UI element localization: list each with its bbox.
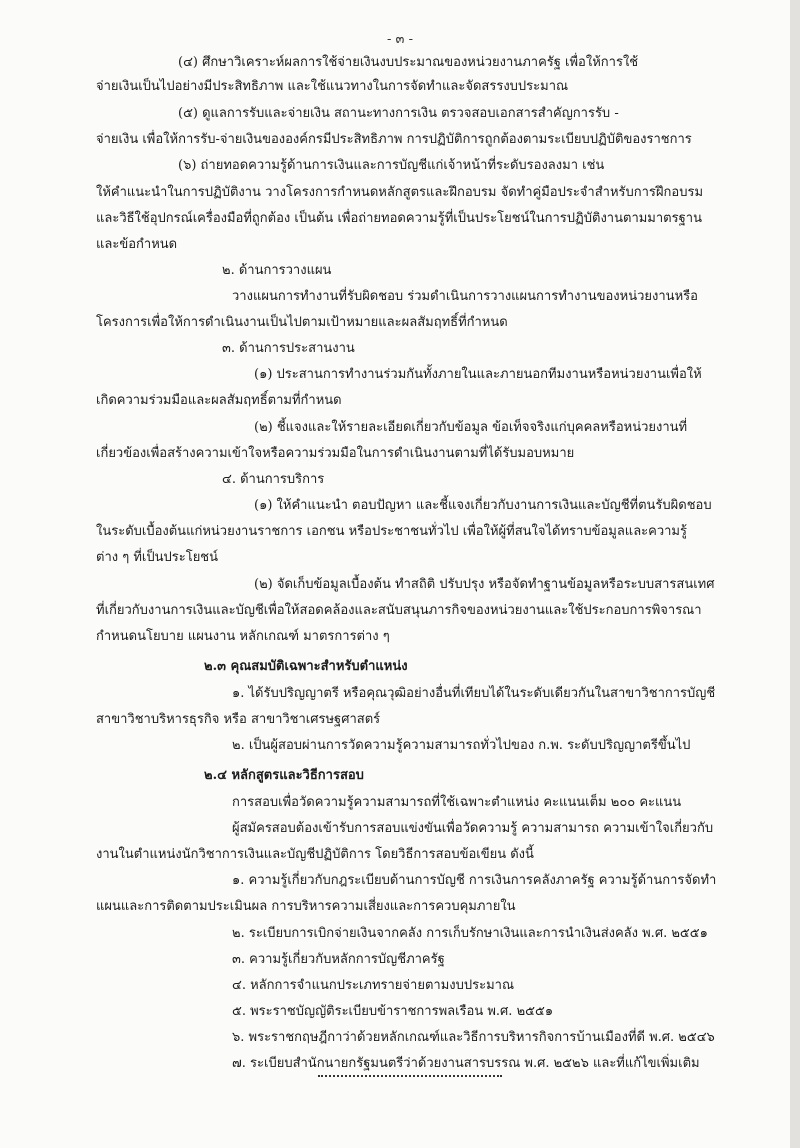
text-line: (๖) ถ่ายทอดความรู้ด้านการเงินและการบัญชีแก่เจ้าหน้าที่ระดับรองลงมา เช่น — [178, 158, 605, 173]
text-line: ให้คำแนะนำในการปฏิบัติงาน วางโครงการกำหนดหลักสูตรและฝึกอบรม จัดทำคู่มือประจำสำหรับการฝึกอบรม — [96, 185, 704, 200]
text-line: ที่เกี่ยวกับงานการเงินและบัญชีเพื่อให้สอดคล้องและสนับสนุนภารกิจของหน่วยงานและใช้ประกอบการพิจารณา — [96, 603, 702, 618]
dotted-end-line — [318, 1075, 502, 1077]
text-line: (๕) ดูแลการรับและจ่ายเงิน สถานะทางการเงิน ตรวจสอบเอกสารสำคัญการรับ - — [178, 106, 619, 121]
text-line: ในระดับเบื้องต้นแก่หน่วยงานราชการ เอกชน หรือประชาชนทั่วไป เพื่อให้ผู้ที่สนใจได้ทราบข้อมูลและความรู้ — [96, 524, 687, 539]
text-line: (๒) ชี้แจงและให้รายละเอียดเกี่ยวกับข้อมูล ข้อเท็จจริงแก่บุคคลหรือหน่วยงานที่ — [254, 420, 688, 435]
text-line: ๑. ได้รับปริญญาตรี หรือคุณวุฒิอย่างอื่นที่เทียบได้ในระดับเดียวกันในสาขาวิชาการบัญชี — [232, 686, 716, 701]
text-line: ๒. ระเบียบการเบิกจ่ายเงินจากคลัง การเก็บรักษาเงินและการนำเงินส่งคลัง พ.ศ. ๒๕๕๑ — [232, 926, 708, 941]
text-line: (๑) ให้คำแนะนำ ตอบปัญหา และชี้แจงเกี่ยวกับงานการเงินและบัญชีที่ตนรับผิดชอบ — [254, 498, 712, 513]
text-line: จ่ายเงินเป็นไปอย่างมีประสิทธิภาพ และใช้แนวทางในการจัดทำและจัดสรรงบประมาณ — [96, 79, 569, 94]
text-line: เกิดความร่วมมือและผลสัมฤทธิ์ตามที่กำหนด — [96, 393, 342, 408]
text-line: ๕. พระราชบัญญัติระเบียบข้าราชการพลเรือน พ.ศ. ๒๕๕๑ — [232, 1004, 554, 1019]
text-line: ๑. ความรู้เกี่ยวกับกฎระเบียบด้านการบัญชี การเงินการคลังภาครัฐ ความรู้ด้านการจัดทำ — [232, 873, 717, 888]
text-line: ๔. หลักการจำแนกประเภทรายจ่ายตามงบประมาณ — [232, 978, 515, 993]
text-line: งานในตำแหน่งนักวิชาการเงินและบัญชีปฏิบัติการ โดยวิธีการสอบข้อเขียน ดังนี้ — [96, 847, 534, 862]
section-heading: ๒.๔ หลักสูตรและวิธีการสอบ — [204, 768, 364, 783]
text-line: สาขาวิชาบริหารธุรกิจ หรือ สาขาวิชาเศรษฐศาสตร์ — [96, 712, 381, 727]
text-line: ๒. เป็นผู้สอบผ่านการวัดความรู้ความสามารถทั่วไปของ ก.พ. ระดับปริญญาตรีขึ้นไป — [232, 738, 691, 753]
text-line: ผู้สมัครสอบต้องเข้ารับการสอบแข่งขันเพื่อวัดความรู้ ความสามารถ ความเข้าใจเกี่ยวกับ — [232, 821, 714, 836]
section-heading: ๓. ด้านการประสานงาน — [222, 341, 355, 356]
text-line: กำหนดนโยบาย แผนงาน หลักเกณฑ์ มาตรการต่าง ๆ — [96, 629, 390, 644]
section-heading: ๒. ด้านการวางแผน — [222, 263, 332, 278]
text-line: ต่าง ๆ ที่เป็นประโยชน์ — [96, 550, 219, 565]
text-line: (๑) ประสานการทำงานร่วมกันทั้งภายในและภายนอกทีมงานหรือหน่วยงานเพื่อให้ — [254, 367, 702, 382]
section-heading: ๔. ด้านการบริการ — [222, 472, 325, 487]
text-line: ๓. ความรู้เกี่ยวกับหลักการบัญชีภาครัฐ — [232, 952, 445, 967]
text-line: ๖. พระราชกฤษฎีกาว่าด้วยหลักเกณฑ์และวิธีการบริหารกิจการบ้านเมืองที่ดี พ.ศ. ๒๕๔๖ — [232, 1030, 715, 1045]
text-line: โครงการเพื่อให้การดำเนินงานเป็นไปตามเป้าหมายและผลสัมฤทธิ์ที่กำหนด — [96, 315, 508, 330]
text-line: ๗. ระเบียบสำนักนายกรัฐมนตรีว่าด้วยงานสารบรรณ พ.ศ. ๒๕๒๖ และที่แก้ไขเพิ่มเติม — [232, 1056, 700, 1071]
text-line: การสอบเพื่อวัดความรู้ความสามารถที่ใช้เฉพาะตำแหน่ง คะแนนเต็ม ๒๐๐ คะแนน — [232, 795, 682, 810]
text-line: จ่ายเงิน เพื่อให้การรับ-จ่ายเงินขององค์กรมีประสิทธิภาพ การปฏิบัติการถูกต้องตามระเบียบปฏิบัติของราชการ — [96, 132, 692, 147]
text-line: เกี่ยวข้องเพื่อสร้างความเข้าใจหรือความร่วมมือในการดำเนินงานตามที่ได้รับมอบหมาย — [96, 446, 575, 461]
text-line: และวิธีใช้อุปกรณ์เครื่องมือที่ถูกต้อง เป็นต้น เพื่อถ่ายทอดความรู้ที่เป็นประโยชน์ในการปฏิบัติงานตามมาตรฐาน — [96, 211, 702, 226]
page-number: - ๓ - — [387, 32, 413, 47]
section-heading: ๒.๓ คุณสมบัติเฉพาะสำหรับตำแหน่ง — [204, 659, 408, 674]
page-edge-shadow — [790, 0, 800, 1148]
text-line: และข้อกำหนด — [96, 237, 178, 252]
text-line: (๔) ศึกษาวิเคราะห์ผลการใช้จ่ายเงินงบประมาณของหน่วยงานภาครัฐ เพื่อให้การใช้ — [178, 55, 639, 70]
text-line: วางแผนการทำงานที่รับผิดชอบ ร่วมดำเนินการวางแผนการทำงานของหน่วยงานหรือ — [232, 289, 698, 304]
text-line: (๒) จัดเก็บข้อมูลเบื้องต้น ทำสถิติ ปรับปรุง หรือจัดทำฐานข้อมูลหรือระบบสารสนเทศ — [254, 577, 715, 592]
text-line: แผนและการติดตามประเมินผล การบริหารความเสี่ยงและการควบคุมภายใน — [96, 899, 516, 914]
